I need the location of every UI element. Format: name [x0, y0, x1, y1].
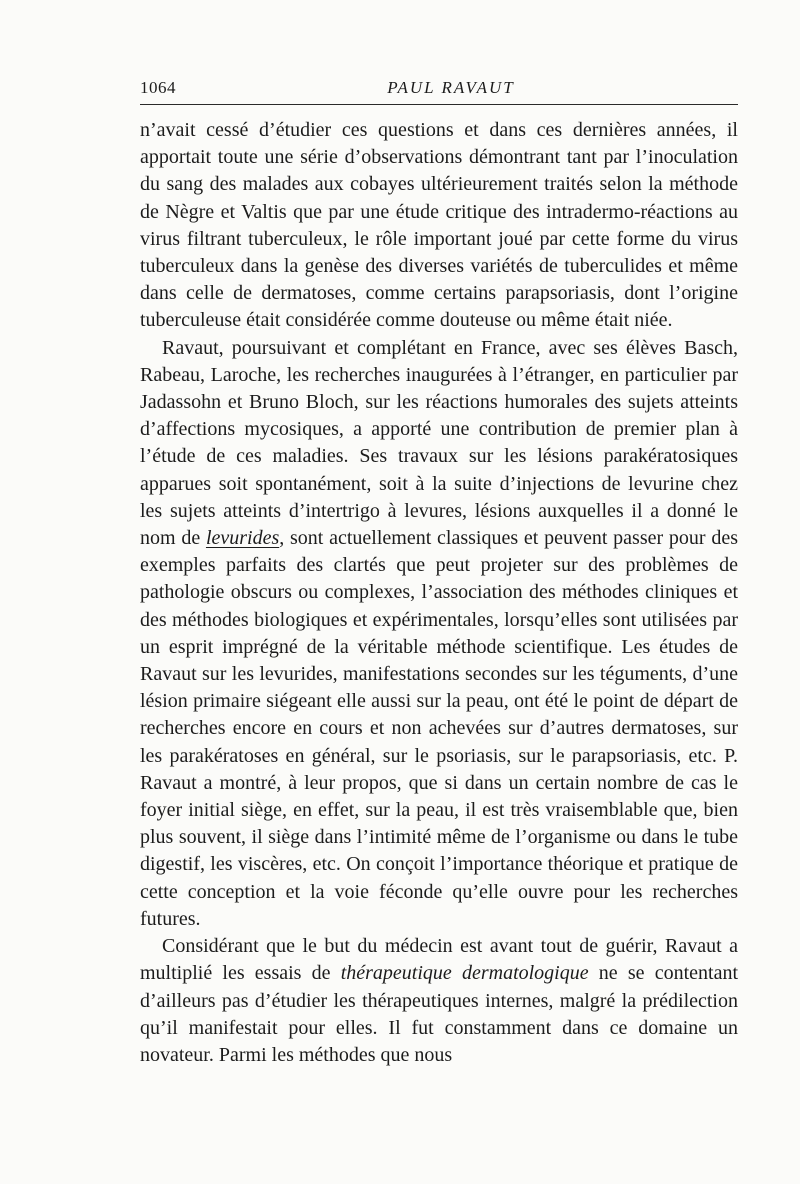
term-levurides: levurides [205, 527, 280, 550]
paragraph-1-text: n’avait cessé d’étudier ces questions et dans ces dernières années, il apportait toute une série d’observations démontrant tant par l’inoculation du sang des malades aux cobayes ultérieurement traités selon la méthode de Nègre et Valtis que par une étude critique des intradermo-réactions au virus filtrant tuberculeux, le rôle important joué par cette forme du virus tuberculeux dans la genèse des diverses variétés de tuberculides et même dans celle de dermatoses, comme certains parapsoriasis, dont l’origine tuberculeuse était considérée comme douteuse ou même était niée. [140, 119, 738, 332]
body-text [140, 117, 738, 1069]
page-number: 1064 [140, 78, 176, 97]
paragraph-3-text-after: ne se contentant d’ailleurs pas d’étudier les thérapeutiques internes, malgré la prédilection qu’il manifestait pour elles. Il fut constamment dans ce domaine un novateur. Parmi les méthodes que nous [140, 962, 739, 1066]
running-title: PAUL RAVAUT [387, 78, 515, 97]
paragraph-2-text-after: , sont actuellement classiques et peuvent passer pour des exemples parfaits des clartés que peut projeter sur des problèmes de pathologie obscurs ou complexes, l’association des méthodes cliniques et des méthodes biologiques et expérimentales, lorsqu’elles sont utilisées par un esprit imprégné de la véritable méthode scientifique. Les études de Ravaut sur les levurides, manifestations secondes sur les téguments, d’une lésion primaire siégeant elle aussi sur la peau, ont été le point de départ de recherches encore en cours et non achevées sur d’autres dermatoses, sur les parakératoses en général, sur le psoriasis, sur le parapsoriasis, etc. P. Ravaut a montré, à leur propos, que si dans un certain nombre de cas le foyer initial siège, en effet, sur la peau, il est très vraisemblable que, bien plus souvent, il siège dans l’intimité même de l’organisme ou dans le tube digestif, les viscères, etc. On conçoit l’importance théorique et pratique de cette conception et la voie féconde qu’elle ouvre pour les recherches futures. [140, 527, 738, 930]
term-therapeutique-dermatologique: thérapeutique dermatologique [340, 962, 589, 985]
running-head [140, 78, 738, 104]
header-rule [140, 104, 738, 105]
paragraph-1 [140, 117, 738, 335]
book-page [140, 78, 738, 1069]
paragraph-3-text-before: Considérant que le but du médecin est avant tout de guérir, Ravaut a multiplié les essais de [140, 935, 738, 985]
paragraph-2-text-before: Ravaut, poursuivant et complétant en France, avec ses élèves Basch, Rabeau, Laroche, les recherches inaugurées à l’étranger, en particulier par Jadassohn et Bruno Bloch, sur les réactions humorales des sujets atteints d’affections mycosiques, a apporté une contribution de premier plan à l’étude de ces maladies. Ses travaux sur les lésions parakératosiques apparues soit spontanément, soit à la suite d’injections de levurine chez les sujets atteints d’intertrigo à levures, lésions auxquelles il a donné le nom de [140, 336, 738, 550]
paragraph-3 [140, 933, 738, 1069]
paragraph-2 [140, 335, 738, 933]
